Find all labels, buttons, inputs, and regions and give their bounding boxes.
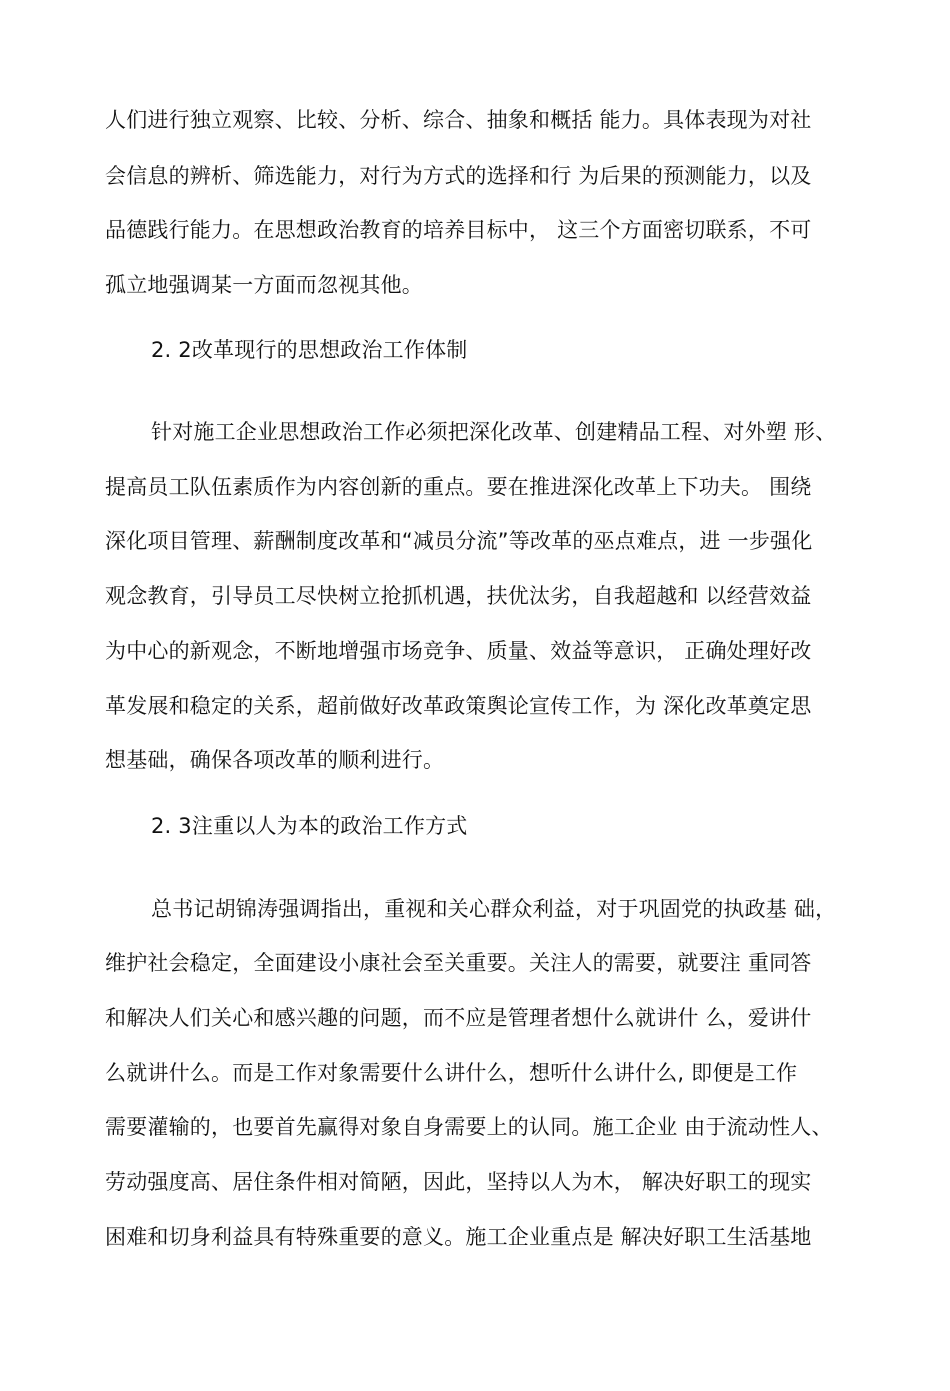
paragraph-line: 针对施工企业思想政治工作必须把深化改革、创建精品工程、对外塑 形、	[151, 420, 837, 444]
paragraph-line: 和解决人们关心和感兴趣的问题，而不应是管理者想什么就讲什 么，爱讲什	[105, 1006, 812, 1030]
paragraph-line: 需要灌输的，也要首先赢得对象自身需要上的认同。施工企业 由于流动性人、	[105, 1115, 833, 1139]
paragraph-line: 品德践行能力。在思想政治教育的培养目标中， 这三个方面密切联系，不可	[105, 218, 812, 242]
paragraph-line: 困难和切身利益具有特殊重要的意义。施工企业重点是 解决好职工生活基地	[105, 1225, 812, 1249]
paragraph-line: 深化项目管理、薪酬制度改革和“减员分流”等改革的巫点难点，进 一步强化	[105, 529, 813, 553]
section-heading-2-2: 2. 2改革现行的思想政治工作体制	[151, 338, 468, 362]
paragraph-line: 观念教育，引导员工尽快树立抢抓机遇，扶优汰劣，自我超越和 以经营效益	[105, 584, 812, 608]
paragraph-line: 么就讲什么。而是工作对象需要什么讲什么，想听什么讲什么, 即便是工作	[105, 1061, 798, 1085]
paragraph-line: 人们进行独立观察、比较、分析、综合、抽象和概括 能力。具体表现为对社	[105, 108, 812, 132]
paragraph-line: 会信息的辨析、筛选能力，对行为方式的选择和行 为后果的预测能力，以及	[105, 164, 812, 188]
paragraph-line: 总书记胡锦涛强调指出，重视和关心群众利益，对于巩固党的执政基 础，	[151, 897, 837, 921]
paragraph-line: 革发展和稳定的关系，超前做好改革政策舆论宣传工作，为 深化改革奠定思	[105, 694, 812, 718]
paragraph-line: 孤立地强调某一方面而忽视其他。	[105, 273, 423, 297]
paragraph-line: 劳动强度高、居住条件相对简陋，因此，坚持以人为木， 解决好职工的现实	[105, 1170, 812, 1194]
paragraph-line: 维护社会稳定，全面建设小康社会至关重要。关注人的需要，就要注 重同答	[105, 951, 812, 975]
paragraph-line: 为中心的新观念，不断地增强市场竞争、质量、效益等意识， 正确处理好改	[105, 639, 812, 663]
paragraph-line: 想基础，确保各项改革的顺利进行。	[105, 748, 445, 772]
section-heading-2-3: 2. 3注重以人为本的政治工作方式	[151, 814, 468, 838]
paragraph-line: 提高员工队伍素质作为内容创新的重点。要在推进深化改革上下功夫。 围绕	[105, 475, 812, 499]
